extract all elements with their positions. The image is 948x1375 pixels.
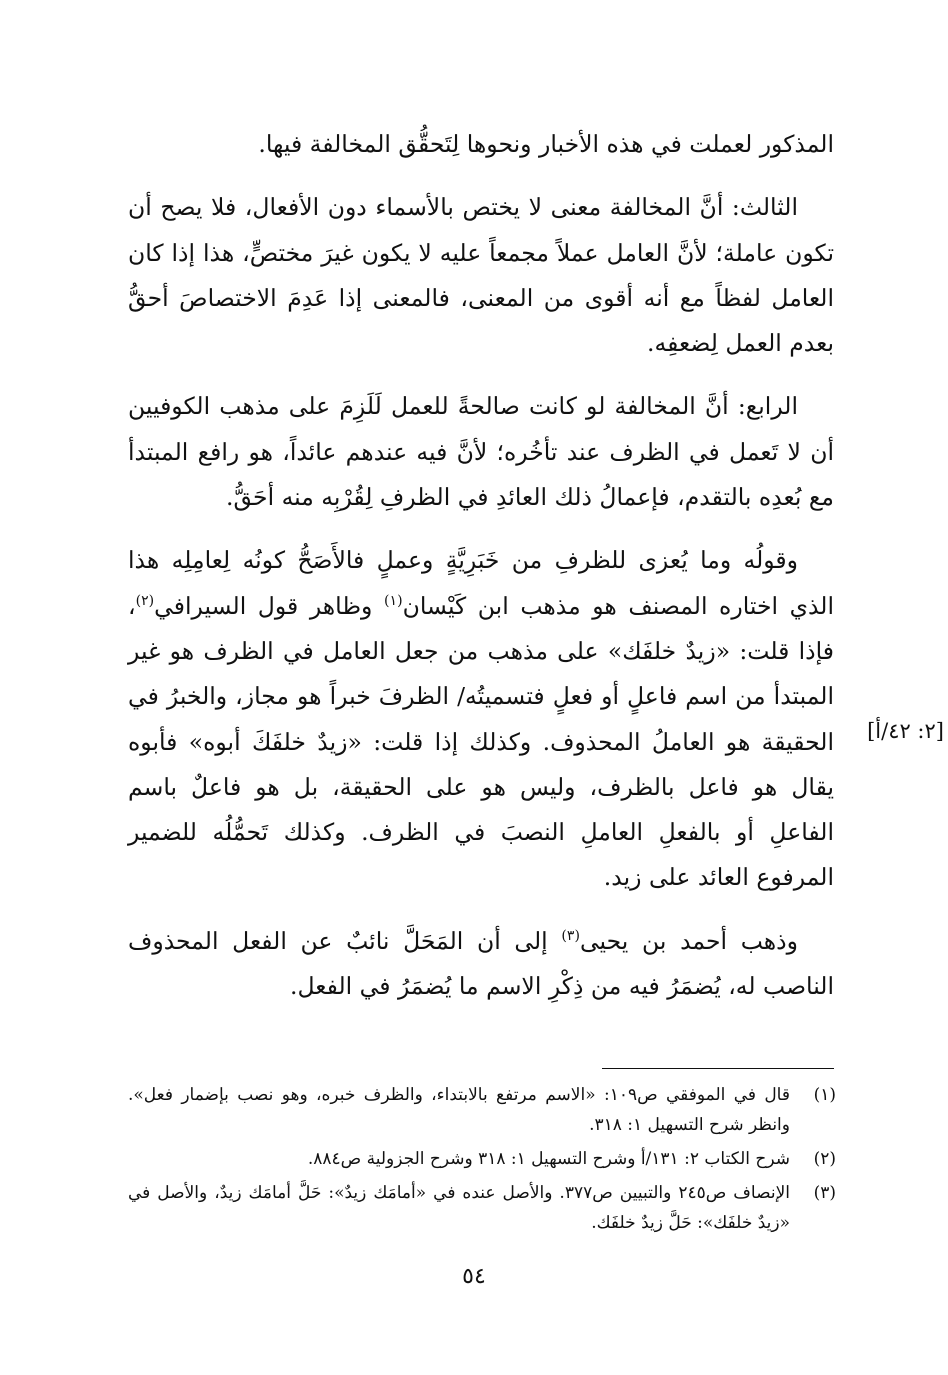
footnote-ref-3[interactable]: (٣): [561, 927, 580, 944]
footnote-number: (٣): [813, 1183, 836, 1203]
footnote-ref-2[interactable]: (٢): [135, 592, 155, 609]
paragraph-4-part-1: وقولُه وما يُعزى للظرفِ من خَبَرِيَّةٍ وعملٍ فالأَصَحُّ كونُه لِعامِلِه هذا الذي اختاره المصنف هو مذهب ابن كَيْسان: [128, 546, 834, 620]
paragraph-4: [128, 538, 834, 900]
footnote-number: (١): [813, 1085, 836, 1105]
main-text: [128, 122, 834, 1027]
paragraph-4-part-2: وظاهر قول السيرافي: [154, 591, 384, 620]
footnote-separator: [602, 1068, 834, 1069]
paragraph-2: الثالث: أنَّ المخالفة معنى لا يختص بالأسماء دون الأفعال، فلا يصح أن تكون عاملة؛ لأنَّ العامل عملاً مجمعاً عليه لا يكون غيرَ مختصٍّ، هذا إذا كان العامل لفظاً مع أنه أقوى من المعنى، فالمعنى إذا عَدِمَ الاختصاصَ أحقُّ بعدم العمل لِضعفِه.: [128, 193, 834, 358]
manuscript-folio-note: [٢: ٤٢/أ]: [867, 719, 944, 743]
paragraph-1: المذكور لعملت في هذه الأخبار ونحوها لِتَحقُّق المخالفة فيها.: [258, 130, 834, 158]
footnote-2: [128, 1144, 836, 1174]
page-number: ٥٤: [462, 1264, 486, 1289]
footnote-1: [128, 1080, 836, 1140]
footnote-ref-1[interactable]: (١): [383, 592, 403, 609]
footnote-text: شرح الكتاب ٢: ١٣١/أ وشرح التسهيل ١: ٣١٨ وشرح الجزولية ص٨٨٤.: [307, 1149, 790, 1169]
paragraph-5-part-1: وذهب أحمد بن يحيى: [579, 926, 798, 955]
paragraph-4-part-3: ، فإذا قلت: «زيدٌ خلفَك» على مذهب من جعل العامل في الظرف هو غير المبتدأ من اسم فاعلٍ أو فعلٍ فتسميتُه/ الظرفَ خبراً هو مجاز، والخبرُ في الحقيقة هو العاملُ المحذوف. وكذلك إذا قلت: «زيدٌ خلفَكَ أبوه» فأبوه يقال هو فاعل بالظرف، وليس هو على الحقيقة، بل هو فاعلٌ باسم الفاعلِ أو بالفعلِ العاملِ النصبَ في الظرف. وكذلك تَحمُّلُه للضمير المرفوع العائد على زيد.: [128, 591, 834, 892]
footnotes: [128, 1080, 836, 1242]
footnote-3: [128, 1178, 836, 1238]
footnote-text: الإنصاف ص٢٤٥ والتبيين ص٣٧٧. والأصل عنده في «أمامَك زيدٌ»: حَلَّ أمامَك زيدٌ، والأصل في «زيدٌ خلفَك»: حَلَّ زيدٌ خلفَك.: [128, 1183, 790, 1233]
paragraph-5-part-2: إلى أن المَحَلَّ نائبٌ عن الفعل المحذوف الناصب له، يُضمَرُ فيه من ذِكْرِ الاسم ما يُضمَرُ في الفعل.: [128, 926, 834, 1001]
paragraph-3: الرابع: أنَّ المخالفة لو كانت صالحةً للعمل لَلَزِمَ على مذهب الكوفيين أن لا تَعمل في الظرف عند تأخُره؛ لأنَّ فيه عندهم عائداً، هو رافع المبتدأ مع بُعدِه بالتقدم، فإعمالُ ذلك العائدِ في الظرفِ لِقُرْبِه منه أحَقُّ.: [128, 392, 834, 512]
footnote-text: قال في الموفقي ص١٠٩: «الاسم مرتفع بالابتداء، والظرف خبره، وهو نصب بإضمار فعل». وانظر شرح التسهيل ١: ٣١٨.: [128, 1085, 790, 1135]
paragraph-5: [128, 919, 834, 1010]
footnote-number: (٢): [813, 1149, 836, 1169]
